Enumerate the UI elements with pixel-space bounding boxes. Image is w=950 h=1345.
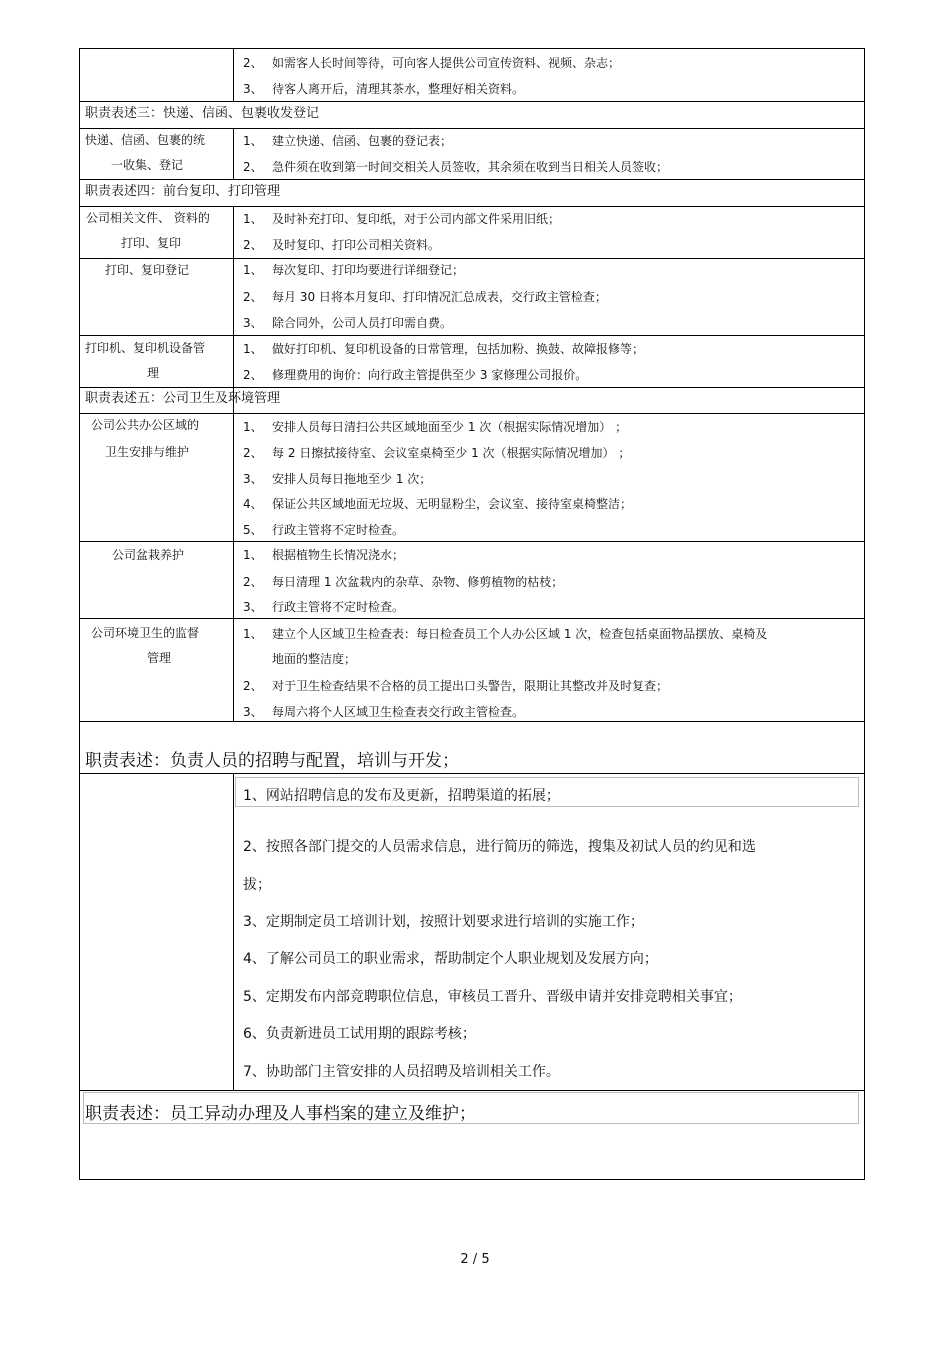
item-number: 3、	[243, 316, 263, 330]
item-number: 2、	[243, 575, 263, 589]
item-text: 地面的整洁度；	[272, 652, 357, 666]
item-text: 建立个人区域卫生检查表：每日检查员工个人办公区域 1 次，检查包括桌面物品摆放、桌椅及	[272, 627, 768, 641]
item-number: 3、	[243, 472, 263, 486]
item-number: 2、	[243, 160, 263, 174]
section-heading: 职责表述：员工异动办理及人事档案的建立及维护；	[85, 1104, 476, 1124]
item-number: 4、	[243, 497, 263, 511]
item-number: 2、	[243, 290, 263, 304]
list-item: 1、网站招聘信息的发布及更新，招聘渠道的拓展；	[243, 788, 560, 804]
row-label: 卫生安排与维护	[105, 445, 190, 459]
item-text: 每次复印、打印均要进行详细登记；	[272, 263, 465, 277]
row-label: 快递、信函、包裹的统	[85, 133, 206, 147]
item-number: 3、	[243, 600, 263, 614]
item-text: 对于卫生检查结果不合格的员工提出口头警告，限期让其整改并及时复查；	[272, 679, 669, 693]
row-divider	[80, 101, 864, 102]
item-text: 待客人离开后，清理其茶水，整理好相关资料。	[272, 82, 525, 96]
page-number: 2 / 5	[460, 1252, 490, 1267]
item-text: 及时补充打印、复印纸，对于公司内部文件采用旧纸；	[272, 212, 561, 226]
row-label: 公司公共办公区域的	[91, 418, 200, 432]
item-number: 3、	[243, 705, 263, 719]
item-number: 1、	[243, 627, 263, 641]
item-text: 建立快递、信函、包裹的登记表；	[272, 134, 453, 148]
item-number: 1、	[243, 134, 263, 148]
row-divider	[80, 541, 864, 542]
column-divider	[233, 128, 234, 179]
item-text: 行政主管将不定时检查。	[272, 523, 405, 537]
row-divider	[80, 721, 864, 722]
item-number: 2、	[243, 679, 263, 693]
item-text: 除合同外，公司人员打印需自费。	[272, 316, 453, 330]
row-label: 一收集、登记	[111, 158, 184, 172]
item-number: 1、	[243, 342, 263, 356]
row-divider	[80, 258, 864, 259]
list-item: 6、负责新进员工试用期的跟踪考核；	[243, 1026, 476, 1042]
item-text: 每日清理 1 次盆栽内的杂草、杂物、修剪植物的枯枝；	[272, 575, 564, 589]
section-heading: 职责表述：负责人员的招聘与配置，培训与开发；	[85, 751, 459, 771]
item-text: 行政主管将不定时检查。	[272, 600, 405, 614]
item-text: 急件须在收到第一时间交相关人员签收，其余须在收到当日相关人员签收；	[272, 160, 669, 174]
item-text: 安排人员每日拖地至少 1 次；	[272, 472, 432, 486]
row-divider	[80, 618, 864, 619]
item-text: 做好打印机、复印机设备的日常管理，包括加粉、换鼓、故障报修等；	[272, 342, 645, 356]
column-divider	[233, 773, 234, 1090]
item-number: 5、	[243, 523, 263, 537]
list-item: 3、定期制定员工培训计划，按照计划要求进行培训的实施工作；	[243, 914, 644, 930]
section-heading: 职责表述五：公司卫生及环境管理	[85, 391, 281, 406]
item-number: 3、	[243, 82, 263, 96]
item-number: 2、	[243, 368, 263, 382]
item-text: 每 2 日擦拭接待室、会议室桌椅至少 1 次（根据实际情况增加） ；	[272, 446, 631, 460]
list-item: 4、了解公司员工的职业需求，帮助制定个人职业规划及发展方向；	[243, 951, 658, 967]
row-label: 公司盆栽养护	[112, 548, 185, 562]
row-label: 公司相关文件、 资料的	[86, 211, 210, 225]
list-item: 7、协助部门主管安排的人员招聘及培训相关工作。	[243, 1064, 560, 1080]
column-divider	[233, 49, 234, 101]
row-divider	[80, 1090, 864, 1091]
row-label: 理	[147, 366, 160, 380]
item-text: 及时复印、打印公司相关资料。	[272, 238, 441, 252]
list-item: 2、按照各部门提交的人员需求信息，进行简历的筛选，搜集及初试人员的约见和选	[243, 839, 756, 855]
item-text: 安排人员每日清扫公共区域地面至少 1 次（根据实际情况增加） ；	[272, 420, 628, 434]
item-text: 修理费用的询价：向行政主管提供至少 3 家修理公司报价。	[272, 368, 588, 382]
row-label: 打印、复印登记	[105, 263, 190, 277]
item-text: 每月 30 日将本月复印、打印情况汇总成表，交行政主管检查；	[272, 290, 607, 304]
section-heading: 职责表述三：快递、信函、包裹收发登记	[85, 106, 320, 121]
section-heading: 职责表述四：前台复印、打印管理	[85, 184, 281, 199]
column-divider	[233, 413, 234, 721]
item-text: 每周六将个人区域卫生检查表交行政主管检查。	[272, 705, 525, 719]
row-divider	[80, 128, 864, 129]
item-number: 1、	[243, 420, 263, 434]
column-divider	[233, 206, 234, 413]
row-divider	[80, 206, 864, 207]
item-text: 根据植物生长情况浇水；	[272, 548, 405, 562]
row-label: 打印、复印	[121, 236, 182, 250]
row-divider	[80, 179, 864, 180]
item-number: 2、	[243, 56, 263, 70]
item-number: 2、	[243, 446, 263, 460]
row-divider	[80, 387, 864, 388]
item-number: 1、	[243, 212, 263, 226]
item-text: 保证公共区域地面无垃圾、无明显粉尘，会议室、接待室桌椅整洁；	[272, 497, 633, 511]
item-number: 2、	[243, 238, 263, 252]
row-divider	[80, 773, 864, 774]
row-divider	[80, 413, 864, 414]
row-divider	[80, 335, 864, 336]
item-text: 如需客人长时间等待，可向客人提供公司宣传资料、视频、杂志；	[272, 56, 621, 70]
item-number: 1、	[243, 548, 263, 562]
list-item: 拔；	[243, 877, 271, 893]
list-item: 5、定期发布内部竞聘职位信息，审核员工晋升、晋级申请并安排竞聘相关事宜；	[243, 989, 742, 1005]
row-label: 管理	[147, 651, 172, 665]
item-number: 1、	[243, 263, 263, 277]
row-label: 打印机、复印机设备管	[85, 341, 206, 355]
row-label: 公司环境卫生的监督	[91, 626, 200, 640]
